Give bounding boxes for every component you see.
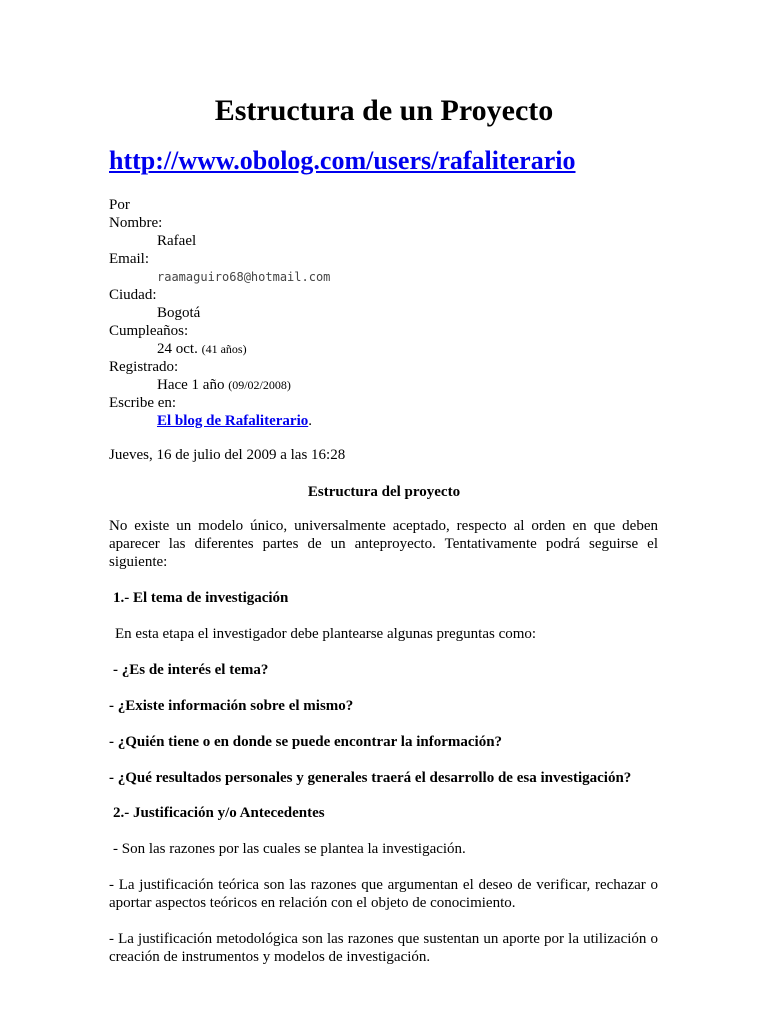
page-title: Estructura de un Proyecto	[214, 94, 554, 127]
question-item: - ¿Es de interés el tema?	[113, 662, 269, 678]
email-label: Email:	[109, 251, 149, 267]
cumple-value	[157, 340, 247, 358]
ciudad-value: Bogotá	[157, 305, 201, 321]
justificacion-2: - La justificación teórica son las razones que argumentan el deseo de verificar, rechazar o aportar aspectos teóricos en relación con el objeto de conocimiento.	[109, 877, 658, 911]
cumple-date: 24 oct.	[157, 341, 198, 357]
blog-period: .	[308, 413, 312, 429]
heading-tema: 1.- El tema de investigación	[113, 590, 289, 606]
registrado-value	[157, 376, 291, 394]
post-date: Jueves, 16 de julio del 2009 a las 16:28	[109, 447, 346, 463]
escribe-label: Escribe en:	[109, 395, 177, 411]
stage-text: En esta etapa el investigador debe plantearse algunas preguntas como:	[115, 626, 537, 642]
por-label: Por	[109, 197, 130, 213]
nombre-label: Nombre:	[109, 215, 163, 231]
intro-paragraph: No existe un modelo único, universalmente aceptado, respecto al orden en que deben aparecer las diferentes partes de un anteproyecto. Tentativamente podrá seguirse el siguiente:	[109, 518, 658, 570]
registrado-label: Registrado:	[109, 359, 179, 375]
cumple-label: Cumpleaños:	[109, 323, 189, 339]
blog-link[interactable]: El blog de Rafaliterario	[157, 413, 309, 429]
ciudad-label: Ciudad:	[109, 287, 157, 303]
cumple-age: (41 años)	[201, 342, 247, 356]
section-title: Estructura del proyecto	[307, 484, 461, 500]
justificacion-3: - La justificación metodológica son las razones que sustentan un aporte por la utilización o creación de instrumentos y modelos de investigación.	[109, 931, 658, 965]
registrado-text: Hace 1 año	[157, 377, 225, 393]
profile-url-link[interactable]: http://www.obolog.com/users/rafaliterario	[109, 146, 576, 175]
question-item: - ¿Existe información sobre el mismo?	[109, 698, 354, 714]
question-item: - ¿Qué resultados personales y generales traerá el desarrollo de esa investigación?	[109, 770, 632, 786]
nombre-value: Rafael	[157, 233, 197, 249]
question-item: - ¿Quién tiene o en donde se puede encontrar la información?	[109, 734, 503, 750]
email-value: raamaguiro68@hotmail.com	[157, 270, 331, 284]
registrado-date: (09/02/2008)	[228, 378, 291, 392]
blog-line	[157, 412, 312, 430]
heading-justificacion: 2.- Justificación y/o Antecedentes	[113, 805, 325, 821]
justificacion-1: - Son las razones por las cuales se plantea la investigación.	[113, 841, 466, 857]
